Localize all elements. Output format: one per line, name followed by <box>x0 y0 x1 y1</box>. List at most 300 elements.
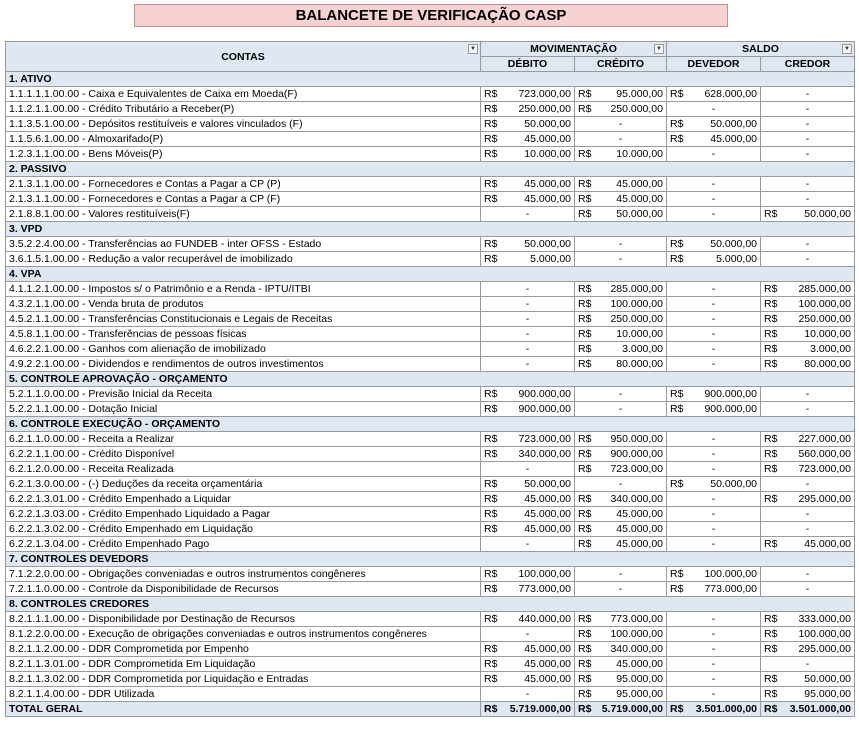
currency-label: R$ <box>578 148 592 160</box>
currency-label: R$ <box>484 478 498 490</box>
filter-dropdown-icon[interactable]: ▼ <box>842 44 852 54</box>
amount-cell <box>481 192 575 207</box>
amount-value: 295.000,00 <box>798 493 851 505</box>
account-cell: 6.2.2.1.3.04.00 - Crédito Empenhado Pago <box>6 537 481 552</box>
table-row <box>6 567 855 582</box>
currency-label: R$ <box>670 583 684 595</box>
amount-cell <box>481 147 575 162</box>
header-saldo <box>667 42 855 57</box>
currency-label: R$ <box>578 508 592 520</box>
amount-value: 440.000,00 <box>518 613 571 625</box>
currency-label: R$ <box>578 193 592 205</box>
currency-label: R$ <box>578 628 592 640</box>
empty-amount-cell: - <box>761 177 855 192</box>
amount-value: 285.000,00 <box>610 283 663 295</box>
empty-amount-cell: - <box>761 117 855 132</box>
table-row <box>6 327 855 342</box>
currency-label: R$ <box>484 118 498 130</box>
amount-cell <box>481 237 575 252</box>
currency-label: R$ <box>764 703 778 715</box>
currency-label: R$ <box>484 193 498 205</box>
empty-amount-cell: - <box>575 132 667 147</box>
amount-cell <box>761 207 855 222</box>
account-cell: 1.1.1.1.1.00.00 - Caixa e Equivalentes de Caixa em Moeda(F) <box>6 87 481 102</box>
amount-cell <box>575 312 667 327</box>
table-row <box>6 297 855 312</box>
amount-value: 5.719.000,00 <box>509 703 571 715</box>
amount-cell <box>575 537 667 552</box>
account-cell: 7.1.2.2.0.00.00 - Obrigações conveniadas e outros instrumentos congêneres <box>6 567 481 582</box>
amount-value: 45.000,00 <box>616 538 663 550</box>
currency-label: R$ <box>578 208 592 220</box>
amount-value: 3.501.000,00 <box>789 703 851 715</box>
header-contas-label: CONTAS <box>221 50 265 63</box>
amount-cell <box>575 492 667 507</box>
section-title: 7. CONTROLES DEVEDORS <box>6 552 855 567</box>
header-devedor: DEVEDOR <box>667 57 761 72</box>
amount-value: 45.000,00 <box>524 133 571 145</box>
amount-value: 100.000,00 <box>704 568 757 580</box>
amount-value: 773.000,00 <box>610 613 663 625</box>
amount-cell <box>667 567 761 582</box>
empty-amount-cell: - <box>667 102 761 117</box>
amount-cell <box>667 477 761 492</box>
empty-amount-cell: - <box>667 642 761 657</box>
amount-cell <box>575 327 667 342</box>
amount-value: 900.000,00 <box>610 448 663 460</box>
amount-value: 50.000,00 <box>524 238 571 250</box>
amount-value: 45.000,00 <box>804 538 851 550</box>
amount-value: 5.000,00 <box>716 253 757 265</box>
currency-label: R$ <box>484 673 498 685</box>
empty-amount-cell: - <box>761 387 855 402</box>
account-cell: 4.1.1.2.1.00.00 - Impostos s/ o Patrimônio e a Renda - IPTU/ITBI <box>6 282 481 297</box>
empty-amount-cell: - <box>575 387 667 402</box>
amount-cell <box>481 132 575 147</box>
table-row <box>6 447 855 462</box>
empty-amount-cell: - <box>575 237 667 252</box>
empty-amount-cell: - <box>575 567 667 582</box>
currency-label: R$ <box>670 88 684 100</box>
account-cell: 8.2.1.1.2.00.00 - DDR Comprometida por Empenho <box>6 642 481 657</box>
amount-value: 5.000,00 <box>530 253 571 265</box>
empty-amount-cell: - <box>667 522 761 537</box>
currency-label: R$ <box>578 658 592 670</box>
table-row <box>6 237 855 252</box>
currency-label: R$ <box>484 88 498 100</box>
amount-value: 250.000,00 <box>518 103 571 115</box>
section-row <box>6 552 855 567</box>
amount-cell <box>481 507 575 522</box>
amount-value: 100.000,00 <box>610 298 663 310</box>
currency-label: R$ <box>578 433 592 445</box>
currency-label: R$ <box>578 343 592 355</box>
amount-value: 45.000,00 <box>524 178 571 190</box>
amount-value: 50.000,00 <box>710 118 757 130</box>
amount-cell <box>575 432 667 447</box>
section-row <box>6 417 855 432</box>
empty-amount-cell: - <box>481 297 575 312</box>
empty-amount-cell: - <box>761 477 855 492</box>
amount-value: 80.000,00 <box>616 358 663 370</box>
empty-amount-cell: - <box>667 687 761 702</box>
currency-label: R$ <box>484 493 498 505</box>
amount-cell <box>761 627 855 642</box>
empty-amount-cell: - <box>481 537 575 552</box>
currency-label: R$ <box>578 313 592 325</box>
amount-cell <box>761 687 855 702</box>
amount-value: 250.000,00 <box>610 103 663 115</box>
amount-value: 50.000,00 <box>524 118 571 130</box>
account-cell: 6.2.2.1.3.03.00 - Crédito Empenhado Liquidado a Pagar <box>6 507 481 522</box>
amount-cell <box>667 237 761 252</box>
empty-amount-cell: - <box>667 192 761 207</box>
currency-label: R$ <box>484 148 498 160</box>
amount-value: 95.000,00 <box>804 688 851 700</box>
currency-label: R$ <box>484 643 498 655</box>
account-cell: 1.1.3.5.1.00.00 - Depósitos restituíveis e valores vinculados (F) <box>6 117 481 132</box>
empty-amount-cell: - <box>667 357 761 372</box>
amount-cell <box>481 672 575 687</box>
amount-value: 50.000,00 <box>710 238 757 250</box>
currency-label: R$ <box>578 88 592 100</box>
amount-cell <box>575 147 667 162</box>
account-cell: 6.2.2.1.1.00.00 - Crédito Disponível <box>6 447 481 462</box>
table-row <box>6 117 855 132</box>
currency-label: R$ <box>764 688 778 700</box>
table-row <box>6 642 855 657</box>
total-label: TOTAL GERAL <box>6 702 481 717</box>
currency-label: R$ <box>670 253 684 265</box>
currency-label: R$ <box>578 688 592 700</box>
amount-value: 900.000,00 <box>704 403 757 415</box>
amount-cell <box>761 612 855 627</box>
empty-amount-cell: - <box>481 312 575 327</box>
amount-cell <box>575 87 667 102</box>
amount-value: 3.000,00 <box>622 343 663 355</box>
empty-amount-cell: - <box>575 477 667 492</box>
amount-cell <box>575 627 667 642</box>
amount-value: 285.000,00 <box>798 283 851 295</box>
empty-amount-cell: - <box>667 312 761 327</box>
amount-value: 3.501.000,00 <box>695 703 757 715</box>
amount-cell <box>575 612 667 627</box>
currency-label: R$ <box>484 103 498 115</box>
account-cell: 7.2.1.1.0.00.00 - Controle da Disponibilidade de Recursos <box>6 582 481 597</box>
amount-cell <box>481 582 575 597</box>
account-cell: 4.5.8.1.1.00.00 - Transferências de pessoas físicas <box>6 327 481 342</box>
header-debito: DÉBITO <box>481 57 575 72</box>
amount-value: 723.000,00 <box>518 433 571 445</box>
section-row <box>6 72 855 87</box>
amount-cell <box>761 672 855 687</box>
empty-amount-cell: - <box>667 342 761 357</box>
empty-amount-cell: - <box>575 252 667 267</box>
amount-value: 628.000,00 <box>704 88 757 100</box>
amount-cell <box>575 357 667 372</box>
amount-cell <box>575 102 667 117</box>
account-cell: 6.2.1.1.0.00.00 - Receita a Realizar <box>6 432 481 447</box>
amount-cell <box>481 567 575 582</box>
currency-label: R$ <box>764 643 778 655</box>
currency-label: R$ <box>764 538 778 550</box>
currency-label: R$ <box>764 328 778 340</box>
amount-value: 45.000,00 <box>616 523 663 535</box>
amount-cell <box>481 492 575 507</box>
account-cell: 8.2.1.1.3.02.00 - DDR Comprometida por Liquidação e Entradas <box>6 672 481 687</box>
filter-dropdown-icon[interactable]: ▼ <box>654 44 664 54</box>
section-title: 5. CONTROLE APROVAÇÃO - ORÇAMENTO <box>6 372 855 387</box>
amount-cell <box>481 432 575 447</box>
account-cell: 1.1.2.1.1.00.00 - Crédito Tributário a Receber(P) <box>6 102 481 117</box>
empty-amount-cell: - <box>481 282 575 297</box>
amount-cell <box>481 117 575 132</box>
account-cell: 8.1.2.2.0.00.00 - Execução de obrigações conveniadas e outros instrumentos congêneres <box>6 627 481 642</box>
empty-amount-cell: - <box>761 147 855 162</box>
amount-value: 45.000,00 <box>710 133 757 145</box>
currency-label: R$ <box>578 283 592 295</box>
amount-value: 45.000,00 <box>616 178 663 190</box>
empty-amount-cell: - <box>761 402 855 417</box>
header-credito: CRÉDITO <box>575 57 667 72</box>
amount-value: 723.000,00 <box>610 463 663 475</box>
empty-amount-cell: - <box>667 492 761 507</box>
empty-amount-cell: - <box>761 87 855 102</box>
empty-amount-cell: - <box>667 327 761 342</box>
account-cell: 8.2.1.1.1.00.00 - Disponibilidade por Destinação de Recursos <box>6 612 481 627</box>
amount-value: 45.000,00 <box>524 493 571 505</box>
table-row <box>6 102 855 117</box>
amount-cell <box>575 207 667 222</box>
amount-value: 95.000,00 <box>616 688 663 700</box>
currency-label: R$ <box>670 703 684 715</box>
currency-label: R$ <box>764 283 778 295</box>
amount-value: 80.000,00 <box>804 358 851 370</box>
currency-label: R$ <box>764 298 778 310</box>
empty-amount-cell: - <box>481 207 575 222</box>
amount-value: 50.000,00 <box>616 208 663 220</box>
empty-amount-cell: - <box>761 102 855 117</box>
currency-label: R$ <box>764 313 778 325</box>
currency-label: R$ <box>484 508 498 520</box>
account-cell: 4.9.2.2.1.00.00 - Dividendos e rendimentos de outros investimentos <box>6 357 481 372</box>
currency-label: R$ <box>578 703 592 715</box>
amount-cell <box>481 657 575 672</box>
section-row <box>6 372 855 387</box>
currency-label: R$ <box>484 658 498 670</box>
amount-value: 900.000,00 <box>518 388 571 400</box>
currency-label: R$ <box>670 478 684 490</box>
table-row <box>6 492 855 507</box>
amount-value: 45.000,00 <box>524 193 571 205</box>
amount-cell <box>575 192 667 207</box>
empty-amount-cell: - <box>761 582 855 597</box>
amount-value: 95.000,00 <box>616 673 663 685</box>
amount-cell <box>575 522 667 537</box>
empty-amount-cell: - <box>667 612 761 627</box>
currency-label: R$ <box>578 523 592 535</box>
account-cell: 2.1.3.1.1.00.00 - Fornecedores e Contas a Pagar a CP (P) <box>6 177 481 192</box>
amount-value: 45.000,00 <box>616 193 663 205</box>
header-movimentacao-label: MOVIMENTAÇÃO <box>530 43 617 55</box>
amount-cell <box>667 402 761 417</box>
amount-cell <box>667 87 761 102</box>
currency-label: R$ <box>578 448 592 460</box>
amount-cell <box>481 642 575 657</box>
amount-value: 100.000,00 <box>518 568 571 580</box>
account-cell: 3.5.2.2.4.00.00 - Transferências ao FUNDEB - inter OFSS - Estado <box>6 237 481 252</box>
table-row <box>6 507 855 522</box>
amount-cell <box>575 657 667 672</box>
amount-value: 45.000,00 <box>524 643 571 655</box>
amount-cell <box>761 297 855 312</box>
section-title: 8. CONTROLES CREDORES <box>6 597 855 612</box>
table-row <box>6 672 855 687</box>
amount-value: 5.719.000,00 <box>601 703 663 715</box>
account-cell: 5.2.2.1.1.00.00 - Dotação Inicial <box>6 402 481 417</box>
amount-value: 295.000,00 <box>798 643 851 655</box>
amount-cell <box>481 102 575 117</box>
amount-cell <box>761 702 855 717</box>
amount-value: 560.000,00 <box>798 448 851 460</box>
table-row <box>6 612 855 627</box>
currency-label: R$ <box>484 613 498 625</box>
table-row <box>6 402 855 417</box>
currency-label: R$ <box>670 388 684 400</box>
amount-cell <box>481 402 575 417</box>
amount-cell <box>761 462 855 477</box>
section-title: 1. ATIVO <box>6 72 855 87</box>
amount-value: 900.000,00 <box>518 403 571 415</box>
section-row <box>6 222 855 237</box>
amount-cell <box>761 342 855 357</box>
table-row <box>6 192 855 207</box>
empty-amount-cell: - <box>667 462 761 477</box>
currency-label: R$ <box>578 613 592 625</box>
table-row <box>6 462 855 477</box>
amount-cell <box>667 132 761 147</box>
empty-amount-cell: - <box>761 237 855 252</box>
empty-amount-cell: - <box>761 522 855 537</box>
amount-value: 3.000,00 <box>810 343 851 355</box>
amount-value: 950.000,00 <box>610 433 663 445</box>
empty-amount-cell: - <box>481 687 575 702</box>
amount-cell <box>575 447 667 462</box>
amount-cell <box>481 252 575 267</box>
amount-value: 773.000,00 <box>518 583 571 595</box>
amount-value: 45.000,00 <box>524 508 571 520</box>
filter-dropdown-icon[interactable]: ▼ <box>468 44 478 54</box>
account-cell: 2.1.8.8.1.00.00 - Valores restituíveis(F) <box>6 207 481 222</box>
amount-cell <box>575 702 667 717</box>
currency-label: R$ <box>764 613 778 625</box>
table-row <box>6 657 855 672</box>
currency-label: R$ <box>578 103 592 115</box>
table-row <box>6 627 855 642</box>
empty-amount-cell: - <box>667 297 761 312</box>
empty-amount-cell: - <box>761 567 855 582</box>
empty-amount-cell: - <box>667 672 761 687</box>
account-cell: 3.6.1.5.1.00.00 - Redução a valor recuperável de imobilizado <box>6 252 481 267</box>
empty-amount-cell: - <box>667 177 761 192</box>
amount-value: 773.000,00 <box>704 583 757 595</box>
empty-amount-cell: - <box>575 582 667 597</box>
amount-value: 10.000,00 <box>524 148 571 160</box>
amount-value: 10.000,00 <box>616 148 663 160</box>
amount-value: 100.000,00 <box>798 298 851 310</box>
table-row <box>6 147 855 162</box>
currency-label: R$ <box>484 703 498 715</box>
currency-label: R$ <box>670 118 684 130</box>
currency-label: R$ <box>578 673 592 685</box>
currency-label: R$ <box>578 328 592 340</box>
amount-value: 100.000,00 <box>798 628 851 640</box>
section-row <box>6 267 855 282</box>
currency-label: R$ <box>484 448 498 460</box>
account-cell: 6.2.1.2.0.00.00 - Receita Realizada <box>6 462 481 477</box>
amount-value: 10.000,00 <box>804 328 851 340</box>
currency-label: R$ <box>764 208 778 220</box>
table-row <box>6 342 855 357</box>
currency-label: R$ <box>764 433 778 445</box>
currency-label: R$ <box>484 583 498 595</box>
amount-value: 100.000,00 <box>610 628 663 640</box>
amount-cell <box>575 642 667 657</box>
section-title: 2. PASSIVO <box>6 162 855 177</box>
amount-cell <box>761 642 855 657</box>
empty-amount-cell: - <box>761 132 855 147</box>
empty-amount-cell: - <box>667 147 761 162</box>
amount-cell <box>667 117 761 132</box>
currency-label: R$ <box>484 253 498 265</box>
account-cell: 5.2.1.1.0.00.00 - Previsão Inicial da Receita <box>6 387 481 402</box>
currency-label: R$ <box>578 298 592 310</box>
currency-label: R$ <box>764 493 778 505</box>
empty-amount-cell: - <box>481 462 575 477</box>
currency-label: R$ <box>484 433 498 445</box>
account-cell: 6.2.1.3.0.00.00 - (-) Deduções da receita orçamentária <box>6 477 481 492</box>
table-row <box>6 282 855 297</box>
currency-label: R$ <box>764 463 778 475</box>
amount-cell <box>575 672 667 687</box>
currency-label: R$ <box>764 673 778 685</box>
table-row <box>6 312 855 327</box>
currency-label: R$ <box>764 628 778 640</box>
table-row <box>6 207 855 222</box>
amount-cell <box>575 177 667 192</box>
currency-label: R$ <box>578 538 592 550</box>
currency-label: R$ <box>484 178 498 190</box>
balance-table <box>5 41 855 717</box>
table-row <box>6 537 855 552</box>
currency-label: R$ <box>670 568 684 580</box>
sheet-title: BALANCETE DE VERIFICAÇÃO CASP <box>134 4 728 27</box>
amount-value: 45.000,00 <box>524 523 571 535</box>
account-cell: 4.6.2.2.1.00.00 - Ganhos com alienação de imobilizado <box>6 342 481 357</box>
section-title: 4. VPA <box>6 267 855 282</box>
table-row <box>6 252 855 267</box>
empty-amount-cell: - <box>575 117 667 132</box>
amount-cell <box>481 177 575 192</box>
account-cell: 1.2.3.1.1.00.00 - Bens Móveis(P) <box>6 147 481 162</box>
currency-label: R$ <box>484 133 498 145</box>
amount-cell <box>667 252 761 267</box>
currency-label: R$ <box>484 523 498 535</box>
amount-cell <box>575 282 667 297</box>
amount-cell <box>761 447 855 462</box>
amount-cell <box>667 702 761 717</box>
account-cell: 8.2.1.1.4.00.00 - DDR Utilizada <box>6 687 481 702</box>
